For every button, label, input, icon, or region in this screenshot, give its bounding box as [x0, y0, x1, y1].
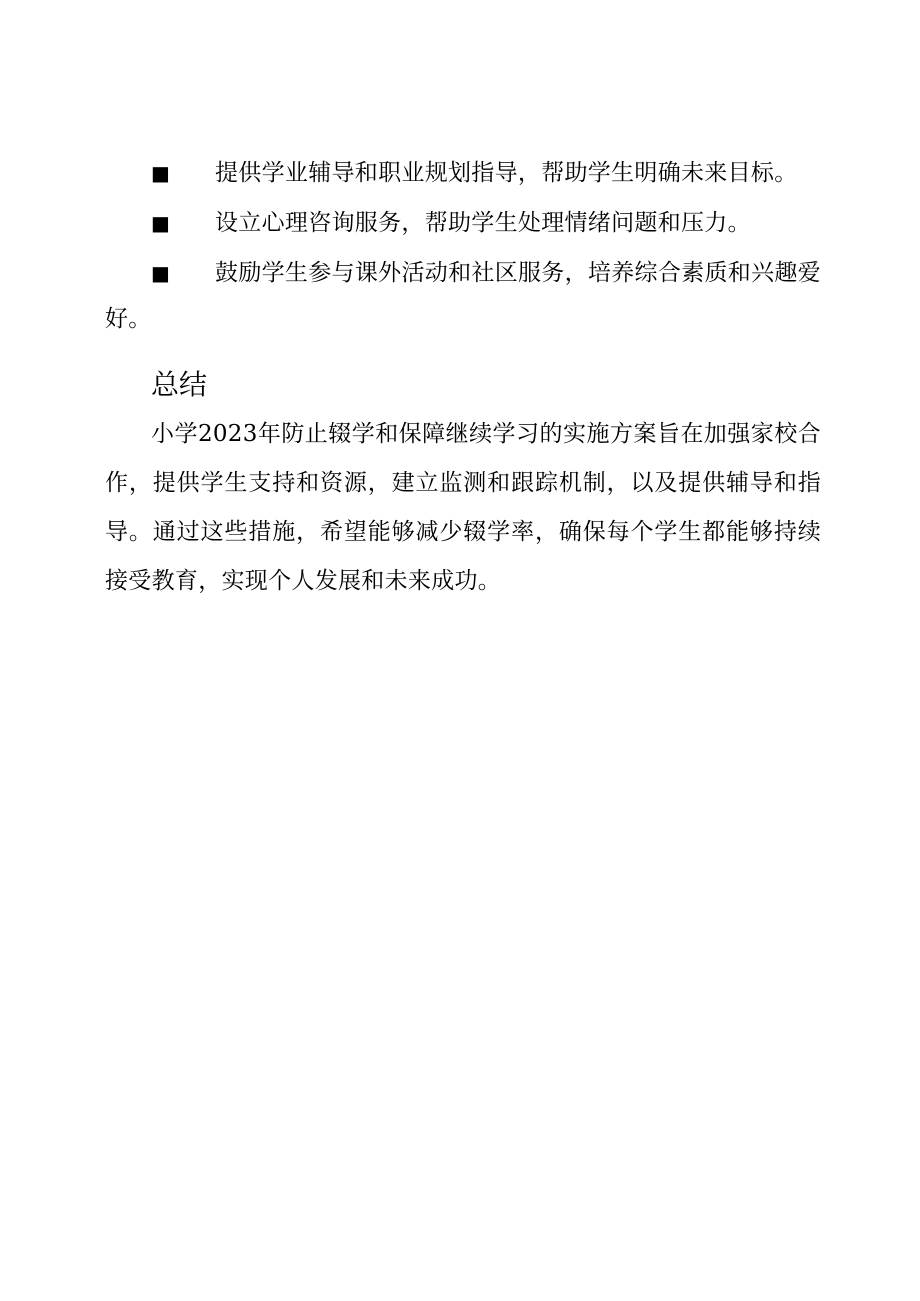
square-bullet-icon: ■ [151, 211, 171, 235]
bullet-text: 设立心理咨询服务，帮助学生处理情绪问题和压力。 [215, 210, 751, 236]
bullet-item [105, 150, 821, 196]
square-bullet-icon: ■ [151, 261, 171, 285]
square-bullet-icon: ■ [151, 161, 171, 185]
section-heading: 总结 [151, 368, 208, 401]
document-content [105, 150, 821, 606]
bullet-item [105, 250, 821, 342]
bullet-text: 鼓励学生参与课外活动和社区服务，培养综合素质和兴趣爱好。 [105, 260, 821, 332]
bullet-item [105, 200, 821, 246]
summary-paragraph: 小学2023年防止辍学和保障继续学习的实施方案旨在加强家校合作，提供学生支持和资源，建立监测和跟踪机制，以及提供辅导和指导。通过这些措施，希望能够减少辍学率，确保每个学生都能够持续接受教育，实现个人发展和未来成功。 [105, 421, 821, 594]
bullet-text: 提供学业辅导和职业规划指导，帮助学生明确未来目标。 [215, 160, 798, 186]
